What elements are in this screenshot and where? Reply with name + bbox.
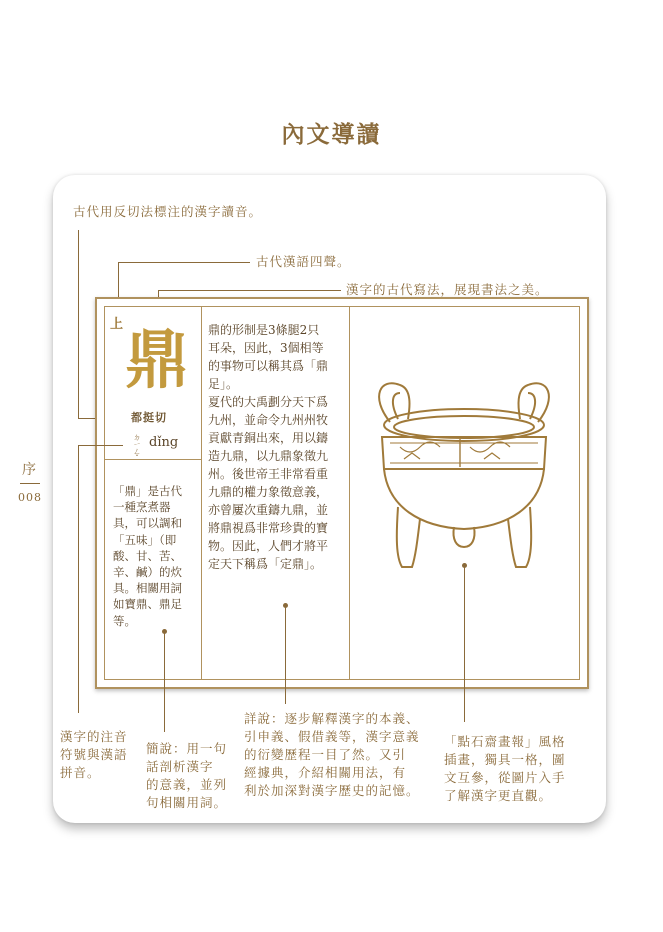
- detail-line: 貢獻青銅出來，用以鑄: [208, 431, 329, 445]
- brief-line: 酸、甘、苦、: [113, 548, 182, 563]
- annotation-line: 的衍變歷程一目了然。又引: [244, 747, 407, 762]
- annotation-detail: [244, 710, 420, 800]
- annotation-illustration: [444, 733, 566, 805]
- annotation-line: 漢字的注音: [60, 729, 128, 744]
- annotation-line: 詳說：逐步解釋漢字的本義、: [244, 711, 420, 726]
- detail-line: 足」。: [208, 377, 239, 391]
- brief-line: 辛、鹹）的炊: [113, 565, 182, 580]
- fanqie-reading: 都挺切: [131, 411, 167, 424]
- brief-line: 具，可以調和: [113, 516, 182, 531]
- detail-line: 耳朵，因此，3個相等: [208, 341, 324, 355]
- page-title: 內文導讀: [281, 121, 382, 148]
- dictionary-entry: [95, 297, 589, 689]
- detail-line: 九州，並命令九州州牧: [208, 413, 329, 427]
- brief-line: 一種烹煮器: [113, 500, 171, 515]
- detail-line: 夏代的大禹劃分天下爲: [208, 395, 329, 409]
- annotation-line: 簡說：用一句: [146, 741, 228, 756]
- section-divider: [20, 483, 40, 484]
- annotation-phonetic: [60, 728, 128, 782]
- detail-line: 州。後世帝王非常看重: [208, 467, 329, 481]
- annotation-line: 拼音。: [60, 765, 101, 780]
- annotation-line: 經據典，介紹相關用法，有: [244, 765, 407, 780]
- brief-line: 如寶鼎、鼎足: [113, 597, 182, 612]
- entry-frame: [104, 306, 580, 680]
- section-label: 序: [22, 462, 36, 478]
- detail-line: 物。因此，人們才將平: [208, 539, 329, 553]
- zhuyin-tone: ˇ: [135, 454, 139, 463]
- leader-calligraphy-horizontal: [158, 290, 341, 291]
- brief-line: 具。相關用詞: [113, 581, 182, 596]
- annotation-line: 話剖析漢字: [146, 759, 214, 774]
- head-character: 鼎: [125, 323, 189, 398]
- annotation-line: 插畫，獨具一格，圖: [444, 752, 566, 767]
- column-divider-1: [201, 307, 202, 679]
- column-divider-2: [349, 307, 350, 679]
- annotation-line: 「點石齋畫報」風格: [444, 734, 566, 749]
- detail-line: 造九鼎，以九鼎象徵九: [208, 449, 329, 463]
- annotation-line: 文互參，從圖片入手: [444, 770, 566, 785]
- annotation-line: 的意義，並列: [146, 777, 228, 792]
- brief-line: 「鼎」是古代: [113, 484, 182, 498]
- annotation-calligraphy: 漢字的古代寫法，展現書法之美。: [346, 282, 549, 297]
- pinyin: dǐng: [149, 435, 179, 450]
- annotation-line: 引申義、假借義等，漢字意義: [244, 729, 420, 744]
- zhuyin: [133, 434, 141, 462]
- brief-line: 等。: [113, 613, 136, 628]
- leader-detail-dot: [283, 603, 288, 608]
- detailed-explanation: [208, 321, 338, 573]
- detail-line: 九鼎的權力象徵意義，: [208, 485, 329, 499]
- annotation-line: 利於加深對漢字歷史的記憶。: [244, 783, 420, 798]
- leader-phonetic-horizontal: [78, 445, 123, 446]
- leader-brief-vertical: [164, 632, 165, 732]
- tone-mark: 上: [110, 317, 124, 332]
- detail-line: 亦曾屢次重鑄九鼎，並: [208, 503, 329, 517]
- annotation-line: 符號與漢語: [60, 747, 128, 762]
- annotation-line: 了解漢字更直觀。: [444, 788, 553, 803]
- detail-line: 的事物可以稱其爲「鼎: [208, 359, 329, 373]
- zhuyin-symbol: ㄥ: [133, 447, 141, 456]
- zhuyin-symbol: ㄉ: [133, 433, 141, 442]
- brief-line: 「五味」（即: [113, 532, 177, 547]
- leader-illustration-dot: [462, 563, 467, 568]
- annotation-brief: [146, 740, 227, 812]
- leader-detail-vertical: [285, 606, 286, 704]
- detail-line: 定天下稱爲「定鼎」。: [208, 557, 323, 571]
- brief-explanation: [113, 483, 193, 629]
- detail-line: 鼎的形制是3條腿2只: [208, 323, 320, 337]
- leader-tones-horizontal: [118, 262, 250, 263]
- zhuyin-symbol: ㄧ: [133, 440, 141, 449]
- leader-phonetic-vertical: [78, 445, 79, 713]
- row-divider: [105, 459, 201, 460]
- ding-vessel-illustration: [360, 367, 570, 577]
- annotation-four-tones: 古代漢語四聲。: [256, 254, 351, 269]
- annotation-line: 句相關用詞。: [146, 795, 228, 810]
- annotation-fanqie: 古代用反切法標注的漢字讀音。: [73, 204, 263, 219]
- detail-line: 將鼎視爲非常珍貴的寶: [208, 521, 329, 535]
- page-number: 008: [18, 491, 42, 504]
- leader-illustration-vertical: [464, 566, 465, 722]
- leader-brief-dot: [162, 629, 167, 634]
- leader-fanqie-vertical: [78, 230, 79, 418]
